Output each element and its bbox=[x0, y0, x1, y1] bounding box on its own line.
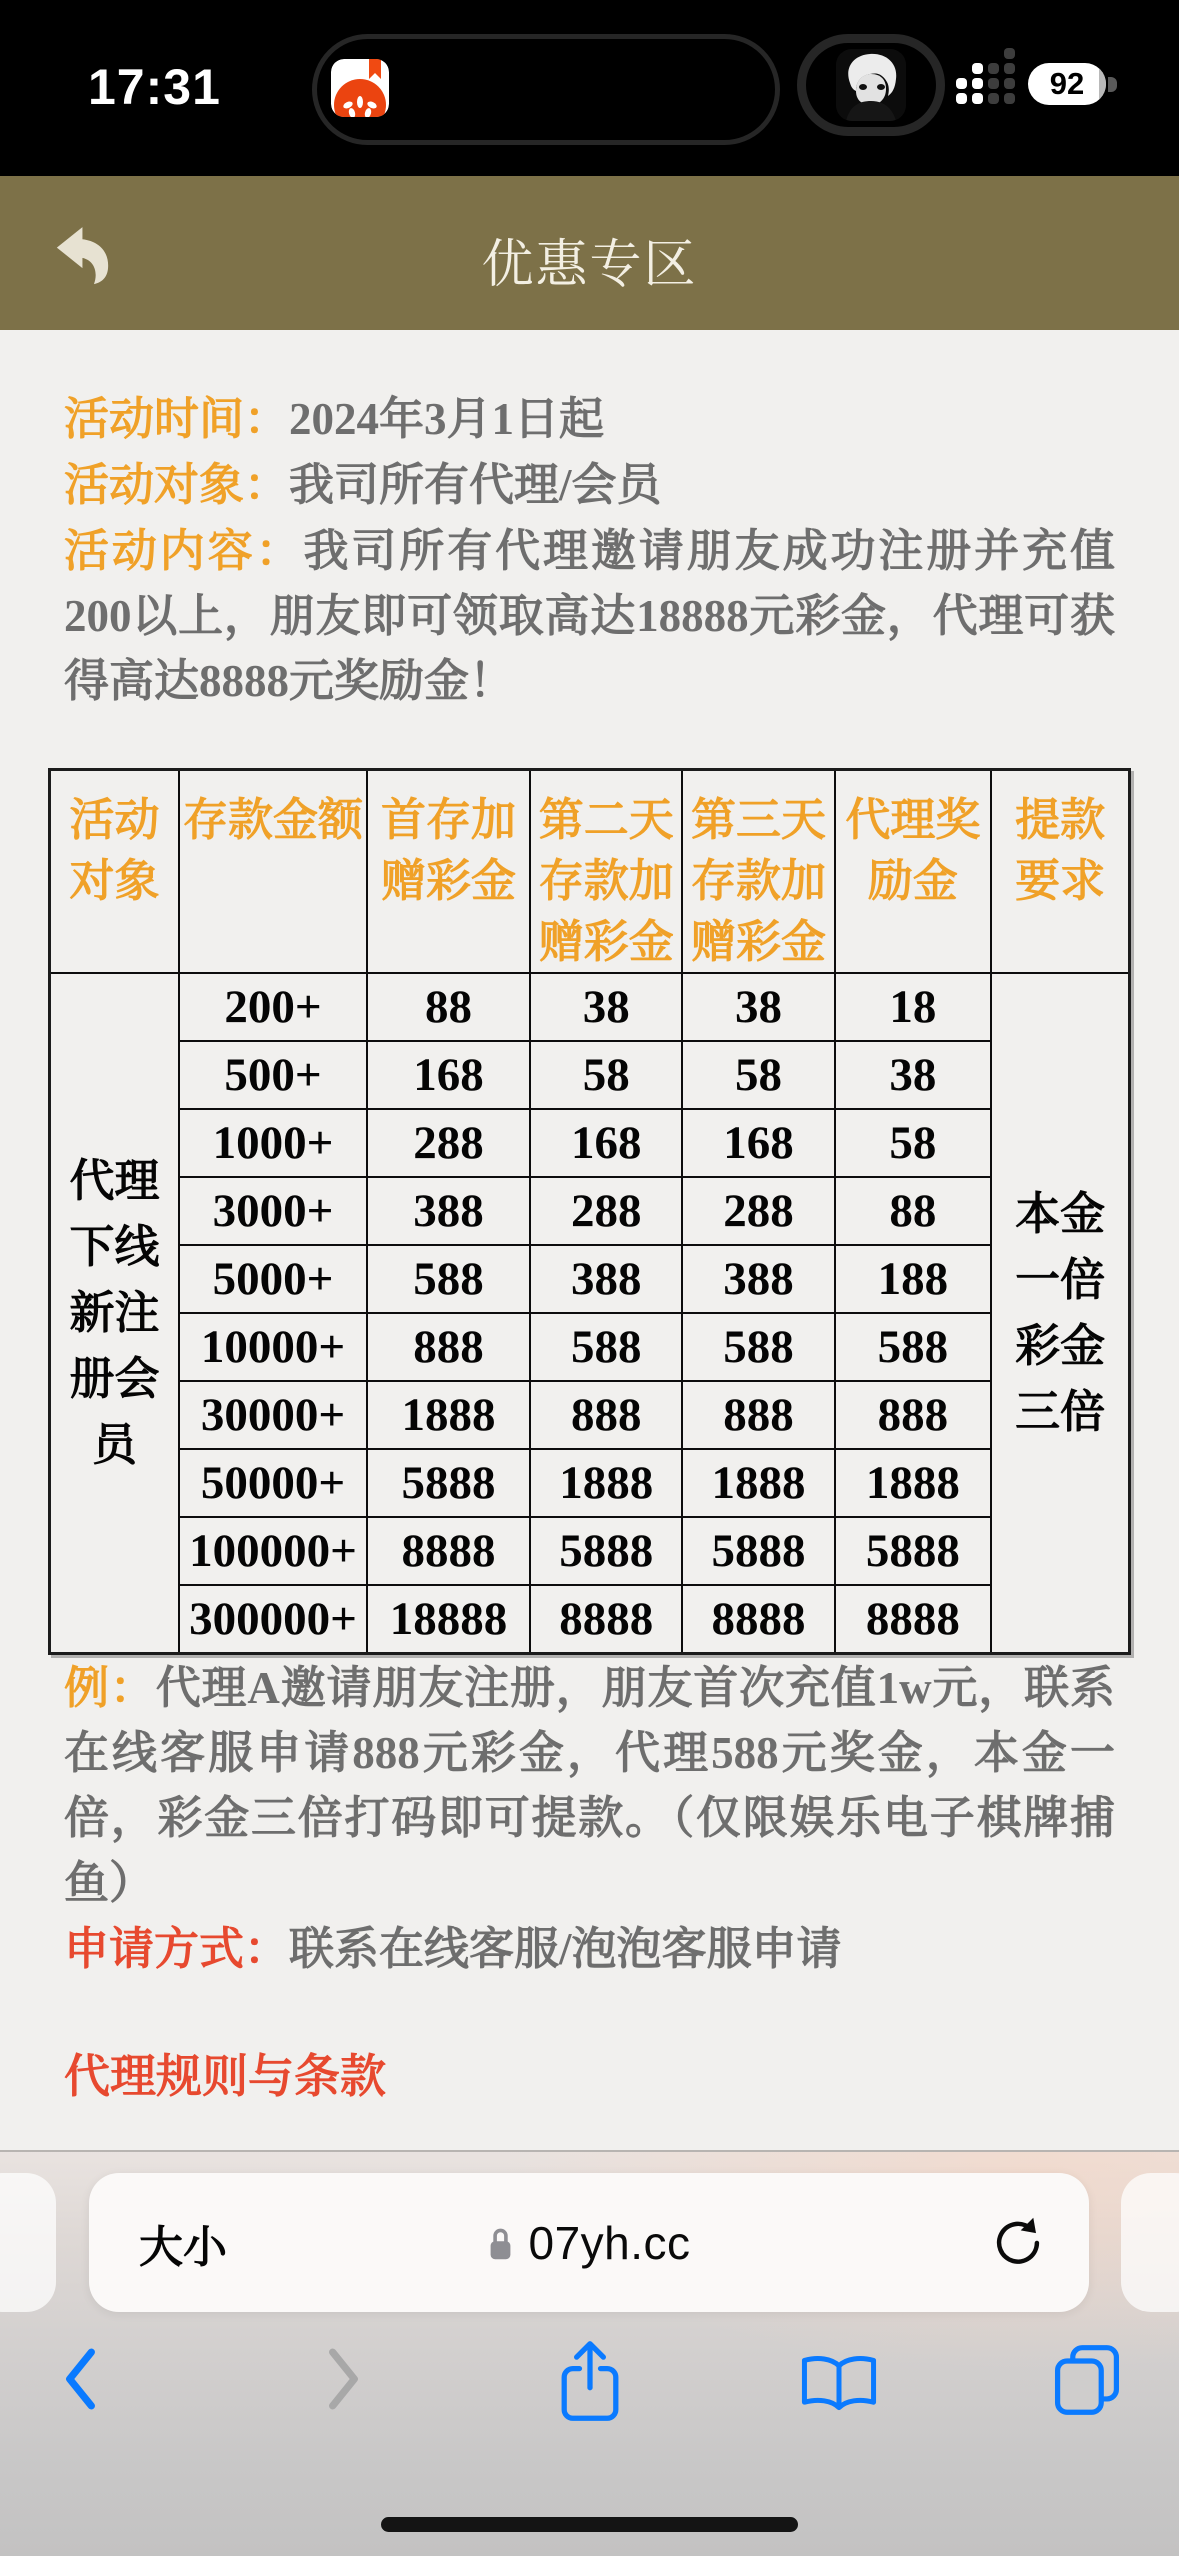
table-header-cell: 第三天 存款加 赠彩金 bbox=[682, 770, 834, 974]
table-cell: 5888 bbox=[367, 1449, 530, 1517]
book-icon bbox=[798, 2354, 880, 2414]
home-indicator[interactable] bbox=[381, 2517, 798, 2532]
page-content bbox=[0, 330, 1179, 2150]
table-row bbox=[50, 1041, 1130, 1109]
table-cell: 88 bbox=[367, 973, 530, 1041]
safari-bottom-chrome bbox=[0, 2150, 1179, 2556]
battery-percent: 92 bbox=[1049, 66, 1085, 101]
table-cell: 288 bbox=[367, 1109, 530, 1177]
page-title: 优惠专区 bbox=[481, 236, 698, 294]
table-cell: 588 bbox=[835, 1313, 992, 1381]
table-cell: 1888 bbox=[367, 1381, 530, 1449]
reload-icon bbox=[991, 2216, 1045, 2270]
activity-detail-label: 活动内容： bbox=[64, 525, 304, 576]
table-cell: 5000+ bbox=[179, 1245, 367, 1313]
tomato-novel-app-icon bbox=[331, 59, 389, 117]
bonus-table-body bbox=[50, 973, 1130, 1653]
table-cell: 1000+ bbox=[179, 1109, 367, 1177]
table-cell: 100000+ bbox=[179, 1517, 367, 1585]
table-row bbox=[50, 1109, 1130, 1177]
table-cell: 300000+ bbox=[179, 1585, 367, 1653]
table-cell: 58 bbox=[530, 1041, 682, 1109]
table-cell: 588 bbox=[530, 1313, 682, 1381]
address-bar[interactable] bbox=[89, 2173, 1089, 2312]
table-row bbox=[50, 973, 1130, 1041]
cellular-signal-icon bbox=[956, 64, 1015, 104]
table-cell: 1888 bbox=[835, 1449, 992, 1517]
table-cell: 168 bbox=[682, 1109, 834, 1177]
table-cell: 10000+ bbox=[179, 1313, 367, 1381]
table-cell: 168 bbox=[530, 1109, 682, 1177]
table-cell: 588 bbox=[367, 1245, 530, 1313]
table-cell: 388 bbox=[682, 1245, 834, 1313]
battery-empty-strip bbox=[1099, 63, 1106, 105]
withdraw-requirement-cell: 本金 一倍 彩金 三倍 bbox=[991, 973, 1129, 1653]
back-nav-button[interactable] bbox=[62, 2347, 98, 2416]
table-cell: 8888 bbox=[530, 1585, 682, 1653]
table-cell: 288 bbox=[682, 1177, 834, 1245]
table-cell: 18 bbox=[835, 973, 992, 1041]
table-cell: 30000+ bbox=[179, 1381, 367, 1449]
apply-method-text: 联系在线客服/泡泡客服申请 bbox=[289, 1923, 842, 1974]
table-cell: 58 bbox=[835, 1109, 992, 1177]
share-icon bbox=[556, 2338, 624, 2424]
status-time: 17:31 bbox=[88, 59, 221, 115]
table-cell: 8888 bbox=[835, 1585, 992, 1653]
table-cell: 38 bbox=[835, 1041, 992, 1109]
table-header-cell: 代理奖 励金 bbox=[835, 770, 992, 974]
table-cell: 1888 bbox=[530, 1449, 682, 1517]
table-cell: 888 bbox=[835, 1381, 992, 1449]
table-cell: 88 bbox=[835, 1177, 992, 1245]
activity-target-line bbox=[48, 452, 1131, 518]
lock-icon bbox=[487, 2225, 514, 2261]
table-cell: 38 bbox=[530, 973, 682, 1041]
table-row bbox=[50, 1313, 1130, 1381]
table-cell: 5888 bbox=[682, 1517, 834, 1585]
table-cell: 5888 bbox=[530, 1517, 682, 1585]
table-header-cell: 提款 要求 bbox=[991, 770, 1129, 974]
example-text: 代理A邀请朋友注册，朋友首次充值1w元，联系在线客服申请888元彩金，代理588元奖金，本金一倍，彩金三倍打码即可提款。（仅限娱乐电子棋牌捕鱼） bbox=[64, 1662, 1115, 1908]
table-cell: 388 bbox=[367, 1177, 530, 1245]
table-cell: 1888 bbox=[682, 1449, 834, 1517]
avatar-image bbox=[836, 49, 906, 121]
dynamic-island[interactable] bbox=[312, 34, 780, 145]
table-row bbox=[50, 1245, 1130, 1313]
table-cell: 168 bbox=[367, 1041, 530, 1109]
table-cell: 388 bbox=[530, 1245, 682, 1313]
text-size-button[interactable]: 大小 bbox=[139, 2222, 227, 2272]
status-bar bbox=[0, 0, 1179, 176]
example-paragraph bbox=[48, 1655, 1131, 1916]
table-cell: 188 bbox=[835, 1245, 992, 1313]
table-row bbox=[50, 1585, 1130, 1653]
battery-nub bbox=[1108, 77, 1117, 92]
table-cell: 3000+ bbox=[179, 1177, 367, 1245]
table-cell: 888 bbox=[530, 1381, 682, 1449]
table-cell: 50000+ bbox=[179, 1449, 367, 1517]
apply-method-line bbox=[48, 1916, 1131, 1982]
activity-time-label: 活动时间： bbox=[64, 393, 290, 444]
table-cell: 38 bbox=[682, 973, 834, 1041]
example-label: 例： bbox=[64, 1661, 156, 1713]
previous-tab-edge[interactable] bbox=[0, 2173, 56, 2312]
table-cell: 18888 bbox=[367, 1585, 530, 1653]
bonus-table bbox=[48, 768, 1131, 1655]
url-text: 07yh.cc bbox=[528, 2216, 691, 2269]
table-cell: 888 bbox=[367, 1313, 530, 1381]
tabs-icon bbox=[1050, 2342, 1124, 2416]
chevron-right-icon bbox=[326, 2347, 362, 2411]
activity-target-value: 我司所有代理/会员 bbox=[289, 460, 662, 510]
table-cell: 5888 bbox=[835, 1517, 992, 1585]
reload-button[interactable] bbox=[991, 2173, 1045, 2312]
activity-detail-value: 我司所有代理邀请朋友成功注册并充值200以上，朋友即可领取高达18888元彩金，代理可获得高达8888元奖励金！ bbox=[64, 526, 1115, 706]
table-cell: 500+ bbox=[179, 1041, 367, 1109]
table-cell: 288 bbox=[530, 1177, 682, 1245]
forward-nav-button[interactable] bbox=[326, 2347, 362, 2416]
agent-rules-heading: 代理规则与条款 bbox=[64, 2049, 386, 2102]
table-cell: 200+ bbox=[179, 973, 367, 1041]
activity-detail-line bbox=[48, 518, 1131, 714]
table-header-cell: 活动 对象 bbox=[50, 770, 180, 974]
next-tab-edge[interactable] bbox=[1121, 2173, 1179, 2312]
battery-indicator bbox=[1028, 63, 1106, 105]
table-cell: 8888 bbox=[367, 1517, 530, 1585]
activity-target-label: 活动对象： bbox=[64, 459, 290, 510]
divider bbox=[0, 2150, 1179, 2152]
table-header-cell: 第二天 存款加 赠彩金 bbox=[530, 770, 682, 974]
table-row bbox=[50, 1517, 1130, 1585]
table-cell: 8888 bbox=[682, 1585, 834, 1653]
table-row bbox=[50, 1449, 1130, 1517]
bookmarks-button[interactable] bbox=[798, 2354, 880, 2419]
avatar[interactable] bbox=[797, 34, 945, 136]
table-row bbox=[50, 1177, 1130, 1245]
tabs-button[interactable] bbox=[1050, 2342, 1124, 2421]
table-header-cell: 首存加 赠彩金 bbox=[367, 770, 530, 974]
apply-method-label: 申请方式： bbox=[64, 1922, 290, 1974]
activity-time-value: 2024年3月1日起 bbox=[289, 394, 605, 444]
bonus-table-header-row bbox=[50, 770, 1130, 974]
table-cell: 588 bbox=[682, 1313, 834, 1381]
chevron-left-icon bbox=[62, 2347, 98, 2411]
activity-time-line bbox=[48, 386, 1131, 452]
table-row bbox=[50, 1381, 1130, 1449]
activity-target-cell: 代理 下线 新注 册会 员 bbox=[50, 973, 180, 1653]
table-header-cell: 存款金额 bbox=[179, 770, 367, 974]
table-cell: 888 bbox=[682, 1381, 834, 1449]
table-cell: 58 bbox=[682, 1041, 834, 1109]
share-button[interactable] bbox=[556, 2338, 624, 2429]
